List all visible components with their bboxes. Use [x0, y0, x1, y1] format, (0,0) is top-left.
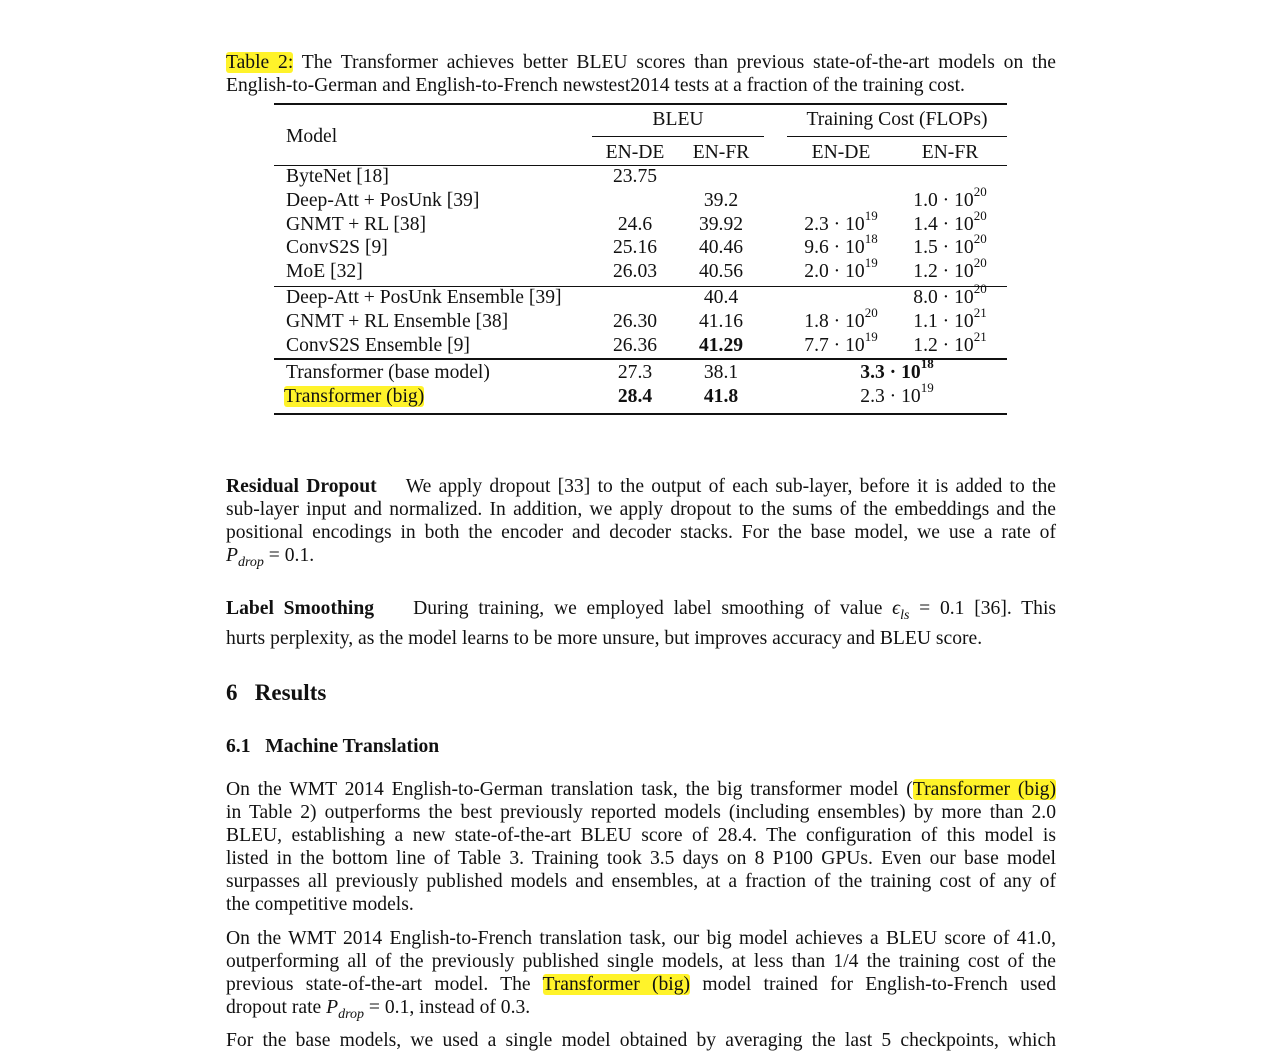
p-drop-formula	[226, 545, 315, 570]
cost-exponent: 20	[864, 305, 878, 321]
row-bleu-en-fr: 40.46	[698, 237, 744, 258]
row-bleu-en-fr: 40.56	[698, 261, 744, 282]
table-caption	[226, 51, 1056, 97]
cost-exponent: 21	[973, 329, 987, 345]
math-symbol: ϵ	[892, 598, 901, 619]
row-bleu-en-de: 26.03	[612, 261, 658, 282]
caption-text-line2: English-to-German and English-to-French newstest2014 tests at a fraction of the training cost.	[226, 75, 965, 96]
cost-mantissa: 2.3 · 10	[804, 214, 865, 235]
row-model: ConvS2S Ensemble [9]	[286, 335, 470, 356]
cost-exponent: 20	[973, 208, 987, 224]
para-line: outperforming all of the previously published single models, at less than 1/4 the training cost of the	[226, 951, 1056, 972]
row-bleu-en-de: 23.75	[612, 166, 658, 187]
cost-mantissa: 2.0 · 10	[804, 261, 865, 282]
row-bleu-en-fr: 38.1	[703, 362, 739, 383]
para-line: We apply dropout [33] to the output of each sub-layer, before it is added to the	[405, 476, 1056, 497]
label-smoothing-paragraph	[226, 597, 1056, 650]
cost-exponent: 20	[973, 231, 987, 247]
cost-mantissa: 1.1 · 10	[913, 311, 974, 332]
subheader-cost-en-de: EN-DE	[811, 142, 871, 163]
para-line: On the WMT 2014 English-to-French translation task, our big model achieves a BLEU score of 41.0,	[226, 928, 1056, 949]
header-training-cost: Training Cost (FLOPs)	[806, 109, 988, 130]
cost-mantissa: 1.8 · 10	[804, 311, 865, 332]
caption-text-line1: The Transformer achieves better BLEU scores than previous state-of-the-art models on the	[301, 52, 1056, 73]
cost-mantissa: 3.3 · 10	[860, 362, 921, 383]
para-line: During training, we employed label smoothing of value	[413, 598, 893, 619]
row-cost-en-fr	[913, 329, 987, 357]
para-line: hurts perplexity, as the model learns to be more unsure, but improves accuracy and BLEU score.	[226, 627, 983, 649]
cost-exponent: 21	[973, 305, 987, 321]
row-model: MoE [32]	[286, 261, 363, 282]
para-line: model trained for English-to-French used	[690, 974, 1057, 995]
cost-mantissa: 2.3 · 10	[860, 386, 921, 407]
row-model: Deep-Att + PosUnk Ensemble [39]	[286, 287, 562, 308]
header-model: Model	[286, 126, 338, 147]
cost-mantissa: 1.2 · 10	[913, 335, 974, 356]
cost-mantissa: 1.2 · 10	[913, 261, 974, 282]
cost-exponent: 19	[864, 255, 878, 271]
para-line: sub-layer input and normalized. In addition, we apply dropout to the sums of the embeddings and the	[226, 499, 1056, 520]
row-bleu-en-de: 26.30	[612, 311, 658, 332]
results-paragraph-2	[226, 927, 1056, 1026]
row-model: ConvS2S [9]	[286, 237, 388, 258]
cost-mantissa: 1.0 · 10	[913, 190, 974, 211]
math-symbol: P	[326, 997, 339, 1018]
para-line: in Table 2) outperforms the best previously reported models (including ensembles) by more than 2.0	[226, 802, 1056, 823]
cost-exponent: 20	[973, 281, 987, 297]
math-subscript: drop	[338, 1006, 365, 1022]
para-line: For the base models, we used a single model obtained by averaging the last 5 checkpoints, which	[226, 1030, 1056, 1051]
cost-exponent: 18	[864, 231, 878, 247]
row-bleu-en-fr: 41.29	[698, 335, 744, 356]
row-bleu-en-de: 28.4	[617, 386, 653, 407]
residual-dropout-paragraph	[226, 475, 1056, 574]
cost-exponent: 19	[864, 329, 878, 345]
row-bleu-en-fr: 41.8	[703, 386, 739, 407]
row-bleu-en-fr: 41.16	[698, 311, 744, 332]
transformer-top-rule	[274, 358, 1007, 360]
row-bleu-en-de: 27.3	[617, 362, 653, 383]
subheader-cost-en-fr: EN-FR	[921, 142, 979, 163]
section-number: 6.1	[226, 736, 251, 757]
row-cost-en-fr	[913, 255, 987, 283]
section-6-heading	[226, 681, 326, 704]
results-paragraph-1	[226, 778, 1056, 916]
cost-exponent: 20	[973, 255, 987, 271]
row-cost-en-de	[804, 329, 878, 357]
cost-mantissa: 7.7 · 10	[804, 335, 865, 356]
para-line: BLEU, establishing a new state-of-the-art BLEU score of 28.4. The configuration of this model is	[226, 825, 1056, 846]
row-model: ByteNet [18]	[286, 166, 389, 187]
math-subscript: drop	[237, 554, 264, 570]
section-title: Results	[254, 680, 327, 705]
cost-mantissa: 1.4 · 10	[913, 214, 974, 235]
section-title: Machine Translation	[265, 736, 440, 757]
para-line: = 0.1, instead of 0.3.	[364, 997, 531, 1018]
table-top-rule	[274, 103, 1007, 105]
residual-dropout-heading: Residual Dropout	[226, 476, 377, 497]
row-bleu-en-fr: 40.4	[703, 287, 739, 308]
cost-mantissa: 1.5 · 10	[913, 237, 974, 258]
math-value: = 0.1.	[263, 545, 315, 566]
para-line: previous state-of-the-art model. The	[226, 974, 543, 995]
para-line: the competitive models.	[226, 894, 414, 915]
cost-exponent: 20	[973, 184, 987, 200]
para-line: listed in the bottom line of Table 3. Training took 3.5 days on 8 P100 GPUs. Even our base model	[226, 848, 1056, 869]
section-6-1-heading	[226, 735, 439, 758]
results-table	[274, 103, 1007, 415]
math-symbol: P	[226, 545, 238, 566]
row-bleu-en-fr: 39.92	[698, 214, 744, 235]
row-model: Transformer (base model)	[286, 362, 490, 383]
row-model	[284, 385, 424, 408]
caption-label: Table 2:	[226, 52, 294, 73]
subheader-bleu-en-fr: EN-FR	[692, 142, 750, 163]
cost-exponent: 19	[920, 380, 934, 396]
cost-exponent: 19	[864, 208, 878, 224]
header-bleu: BLEU	[652, 109, 704, 130]
row-model: Deep-Att + PosUnk [39]	[286, 190, 480, 211]
row-bleu-en-de: 26.36	[612, 335, 658, 356]
para-line: positional encodings in both the encoder and decoder stacks. For the base model, we use a rate of	[226, 522, 1056, 543]
para-line: dropout rate	[226, 997, 327, 1018]
cost-mantissa: 8.0 · 10	[913, 287, 974, 308]
row-cost-en-de	[804, 255, 878, 283]
highlighted-text: Transformer (big)	[912, 779, 1056, 800]
row-model: GNMT + RL [38]	[286, 214, 427, 235]
label-smoothing-heading: Label Smoothing	[226, 598, 375, 619]
cost-group-rule	[787, 136, 1007, 137]
para-line: = 0.1 [36]. This	[909, 598, 1057, 619]
para-line: On the WMT 2014 English-to-German translation task, the big transformer model (	[226, 779, 913, 800]
bleu-group-rule	[592, 136, 764, 137]
row-bleu-en-de: 25.16	[612, 237, 658, 258]
math-subscript: ls	[900, 607, 910, 623]
section-number: 6	[226, 680, 238, 705]
highlighted-model-name: Transformer (big)	[284, 386, 425, 407]
highlighted-text: Transformer (big)	[542, 974, 691, 995]
table-bottom-rule	[274, 413, 1007, 415]
subheader-bleu-en-de: EN-DE	[605, 142, 665, 163]
row-bleu-en-de: 24.6	[617, 214, 653, 235]
row-bleu-en-fr: 39.2	[703, 190, 739, 211]
cost-exponent: 18	[920, 356, 934, 372]
row-model: GNMT + RL Ensemble [38]	[286, 311, 509, 332]
row-cost	[860, 380, 934, 408]
para-line: surpasses all previously published models and ensembles, at a fraction of the training cost of any of	[226, 871, 1056, 892]
cost-mantissa: 9.6 · 10	[804, 237, 865, 258]
